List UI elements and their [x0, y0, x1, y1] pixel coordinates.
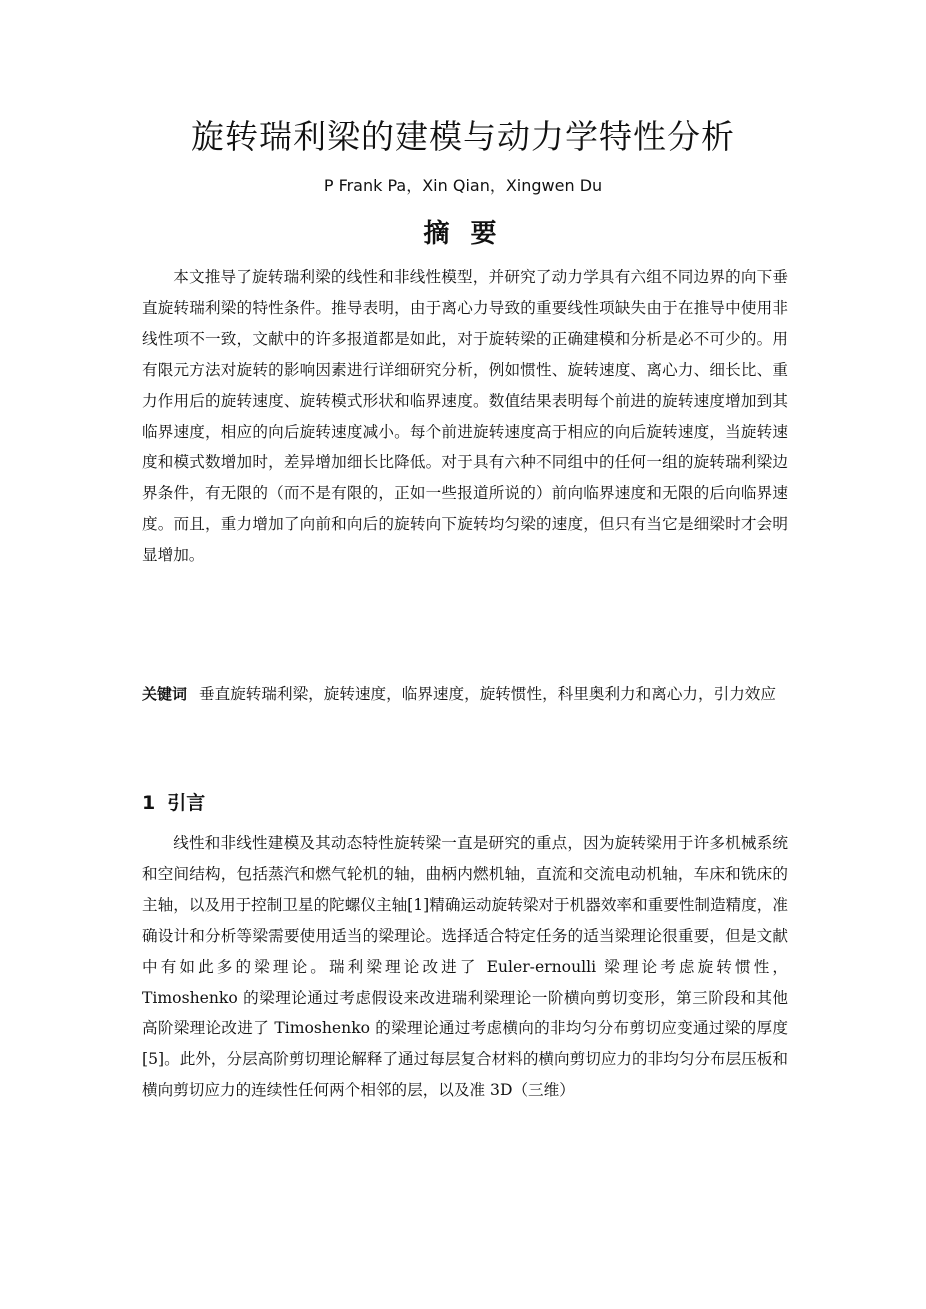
paper-title: 旋转瑞利梁的建模与动力学特性分析 [191, 117, 735, 156]
author-list: P Frank Pa，Xin Qian，Xingwen Du [323, 176, 603, 195]
keywords-block [142, 681, 788, 707]
abstract-paragraph: 本文推导了旋转瑞利梁的线性和非线性模型，并研究了动力学具有六组不同边界的向下垂直旋转瑞利梁的特性条件。推导表明，由于离心力导致的重要线性项缺失由于在推导中使用非线性项不一致，文献中的许多报道都是如此，对于旋转梁的正确建模和分析是必不可少的。用有限元方法对旋转的影响因素进行详细研究分析，例如惯性、旋转速度、离心力、细长比、重力作用后的旋转速度、旋转模式形状和临界速度。数值结果表明每个前进的旋转速度增加到其临界速度，相应的向后旋转速度减小。每个前进旋转速度高于相应的向后旋转速度，当旋转速度和模式数增加时，差异增加细长比降低。对于具有六种不同组中的任何一组的旋转瑞利梁边界条件，有无限的（而不是有限的，正如一些报道所说的）前向临界速度和无限的后向临界速度。而且，重力增加了向前和向后的旋转向下旋转均匀梁的速度，但只有当它是细梁时才会明显增加。 [142, 268, 788, 565]
section-number: 1 [142, 792, 156, 814]
keywords-label: 关键词 [142, 685, 188, 703]
abstract-heading: 摘 要 [423, 219, 503, 249]
section-title: 引言 [167, 792, 206, 814]
keywords-text: 垂直旋转瑞利梁，旋转速度，临界速度，旋转惯性，科里奥利力和离心力，引力效应 [199, 685, 776, 703]
section-heading-introduction [142, 788, 205, 818]
introduction-paragraph: 线性和非线性建模及其动态特性旋转梁一直是研究的重点，因为旋转梁用于许多机械系统和空间结构，包括蒸汽和燃气轮机的轴，曲柄内燃机轴，直流和交流电动机轴，车床和铣床的主轴，以及用于控制卫星的陀螺仪主轴[1]精确运动旋转梁对于机器效率和重要性制造精度，准确设计和分析等梁需要使用适当的梁理论。选择适合特定任务的适当梁理论很重要，但是文献中有如此多的梁理论。瑞利梁理论改进了 Euler-ernoulli 梁理论考虑旋转惯性，Timoshenko 的梁理论通过考虑假设来改进瑞利梁理论一阶横向剪切变形，第三阶段和其他高阶梁理论改进了 Timoshenko 的梁理论通过考虑横向的非均匀分布剪切应变通过梁的厚度[5]。此外，分层高阶剪切理论解释了通过每层复合材料的横向剪切应力的非均匀分布层压板和横向剪切应力的连续性任何两个相邻的层，以及准 3D（三维） [142, 834, 788, 1100]
